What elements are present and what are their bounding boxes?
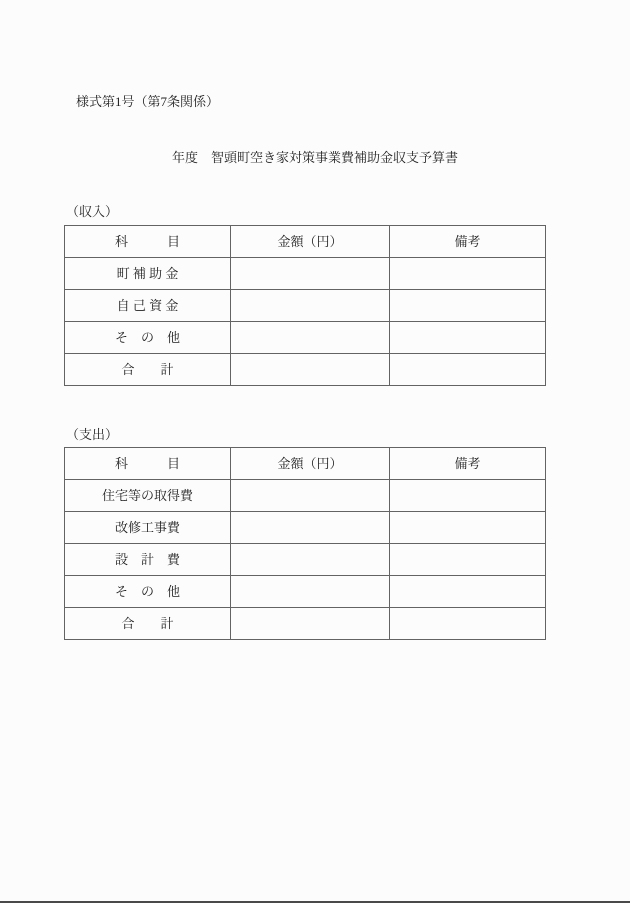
amount-cell xyxy=(231,512,390,544)
expense-row-renovation-works xyxy=(65,512,546,544)
item-cell: 住宅等の取得費 xyxy=(65,480,231,512)
expense-row-housing-acquisition xyxy=(65,480,546,512)
expense-section-label: （支出） xyxy=(66,427,119,442)
income-header-note: 備考 xyxy=(390,226,546,258)
form-number-label: 様式第1号（第7条関係） xyxy=(76,94,220,109)
amount-cell xyxy=(231,544,390,576)
expense-header-item: 科 目 xyxy=(65,448,231,480)
income-section-label: （収入） xyxy=(66,204,119,219)
income-table xyxy=(64,225,546,386)
expense-table xyxy=(64,447,546,640)
note-cell xyxy=(390,544,546,576)
item-cell: 合 計 xyxy=(65,608,231,640)
income-row-total xyxy=(65,354,546,386)
income-header-item: 科 目 xyxy=(65,226,231,258)
note-cell xyxy=(390,322,546,354)
income-row-own-funds xyxy=(65,290,546,322)
amount-cell xyxy=(231,576,390,608)
expense-header-row xyxy=(65,448,546,480)
note-cell xyxy=(390,512,546,544)
income-row-town-subsidy xyxy=(65,258,546,290)
note-cell xyxy=(390,576,546,608)
item-cell: 設 計 費 xyxy=(65,544,231,576)
amount-cell xyxy=(231,258,390,290)
item-cell: 自 己 資 金 xyxy=(65,290,231,322)
note-cell xyxy=(390,480,546,512)
note-cell xyxy=(390,354,546,386)
amount-cell xyxy=(231,290,390,322)
expense-row-other xyxy=(65,576,546,608)
item-cell: そ の 他 xyxy=(65,322,231,354)
item-cell: 町 補 助 金 xyxy=(65,258,231,290)
income-header-row xyxy=(65,226,546,258)
amount-cell xyxy=(231,480,390,512)
note-cell xyxy=(390,608,546,640)
expense-row-total xyxy=(65,608,546,640)
note-cell xyxy=(390,290,546,322)
item-cell: そ の 他 xyxy=(65,576,231,608)
page-title: 年度 智頭町空き家対策事業費補助金収支予算書 xyxy=(171,150,458,165)
amount-cell xyxy=(231,354,390,386)
expense-header-note: 備考 xyxy=(390,448,546,480)
expense-header-amount: 金額（円） xyxy=(231,448,390,480)
note-cell xyxy=(390,258,546,290)
amount-cell xyxy=(231,322,390,354)
income-row-other xyxy=(65,322,546,354)
expense-row-design-fee xyxy=(65,544,546,576)
amount-cell xyxy=(231,608,390,640)
item-cell: 改修工事費 xyxy=(65,512,231,544)
income-header-amount: 金額（円） xyxy=(231,226,390,258)
item-cell: 合 計 xyxy=(65,354,231,386)
